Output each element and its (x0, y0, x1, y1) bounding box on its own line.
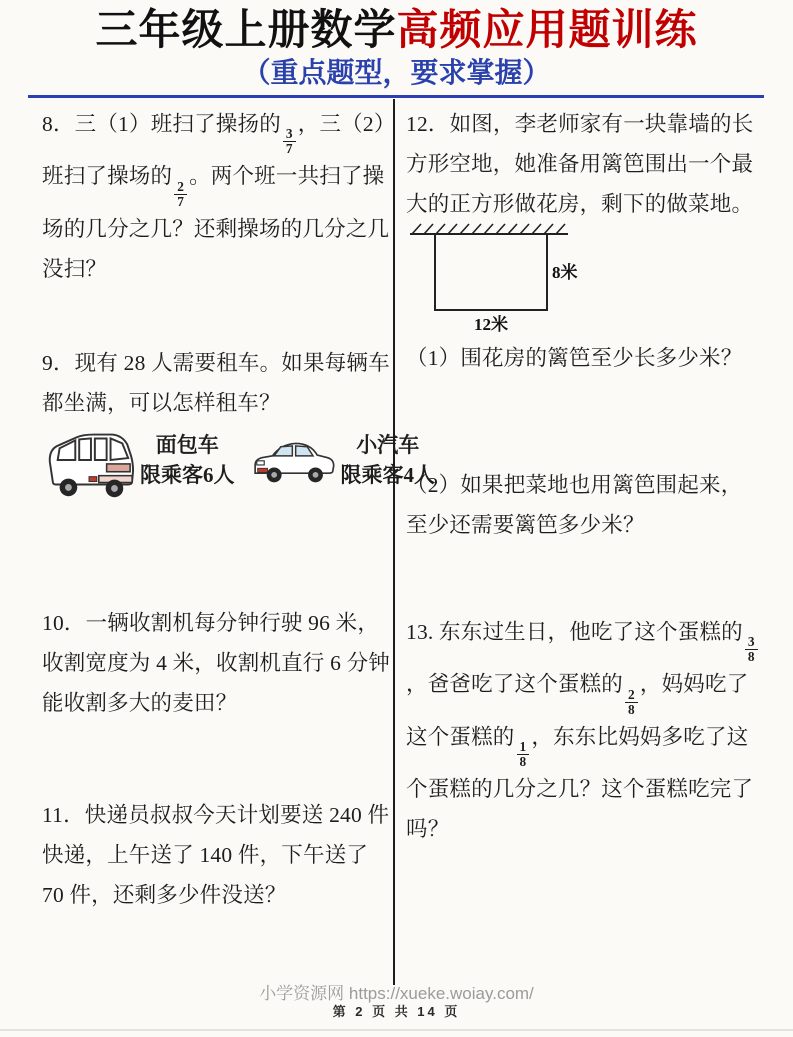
van-label (140, 430, 235, 490)
plot-rectangle (435, 234, 547, 310)
van-name: 面包车 (155, 433, 219, 457)
width-label: 12米 (474, 315, 508, 334)
column-divider (393, 99, 395, 985)
page-title (0, 6, 793, 54)
van-capacity: 限乘客6人 (140, 463, 235, 487)
header-rule (28, 95, 764, 98)
fraction: $\frac{3}{8}$ (745, 635, 758, 664)
question-10: 10．一辆收割机每分钟行驶 96 米，收割宽度为 4 米，收割机直行 6 分钟能收割多大的麦田？ (42, 611, 391, 715)
question-12: 12．如图，李老师家有一块靠墙的长方形空地，她准备用篱笆围出一个最大的正方形做花房，剩下的做菜地。 (406, 112, 754, 216)
car-name: 小汽车 (356, 433, 420, 457)
car-capacity: 限乘客4人 (340, 463, 435, 487)
page-title-black: 三年级上册数学 (95, 6, 397, 53)
page-title-red: 高频应用题训练 (396, 6, 698, 53)
question-12-sub1: （1）围花房的篱笆至少长多少米？ (406, 346, 743, 370)
wall-hatching (412, 224, 565, 234)
question-13: 13. 东东过生日，他吃了这个蛋糕的 $\frac{3}{8}$ ，爸爸吃了这个蛋糕的 $\frac{2}{8}$ ，妈妈吃了这个蛋糕的 $\frac{1}{8}$ ，东东比妈妈多吃了这个蛋糕的几分之几？这个蛋糕吃完了吗？ (406, 612, 760, 849)
question-9: 9．现有 28 人需要租车。如果每辆车都坐满，可以怎样租车？ (42, 351, 390, 415)
car-icon (251, 429, 337, 491)
question-11: 11．快递员叔叔今天计划要送 240 件快递，上午送了 140 件，下午送了 70 件，还剩多少件没送？ (42, 803, 390, 907)
van-figure (42, 418, 235, 502)
fraction: $\frac{1}{8}$ (517, 740, 530, 769)
page-subtitle: （重点题型，要求掌握） (242, 58, 551, 89)
fraction: $\frac{3}{7}$ (283, 127, 296, 156)
fraction: $\frac{2}{7}$ (174, 180, 187, 209)
footer-page-number: 第 2 页 共 14 页 (332, 1004, 461, 1019)
footer-watermark: 小学资源网 https://xueke.woiay.com/ (259, 984, 534, 1003)
bottom-rule (0, 1029, 793, 1031)
height-label: 8米 (552, 263, 578, 282)
vehicle-figures (42, 418, 435, 502)
van-icon (42, 418, 136, 502)
question-8: 8．三（1）班扫了操扬的 $\frac{3}{7}$ ，三（2）班扫了操场的 $\frac{2}{7}$ 。两个班一共扫了操场的几分之几？还剩操场的几分之几没扫？ (42, 112, 390, 281)
question-12-sub2: （2）如果把菜地也用篱笆围起来，至少还需要篱笆多少米？ (406, 473, 743, 537)
fraction: $\frac{2}{8}$ (625, 688, 638, 717)
fence-diagram (408, 222, 588, 334)
